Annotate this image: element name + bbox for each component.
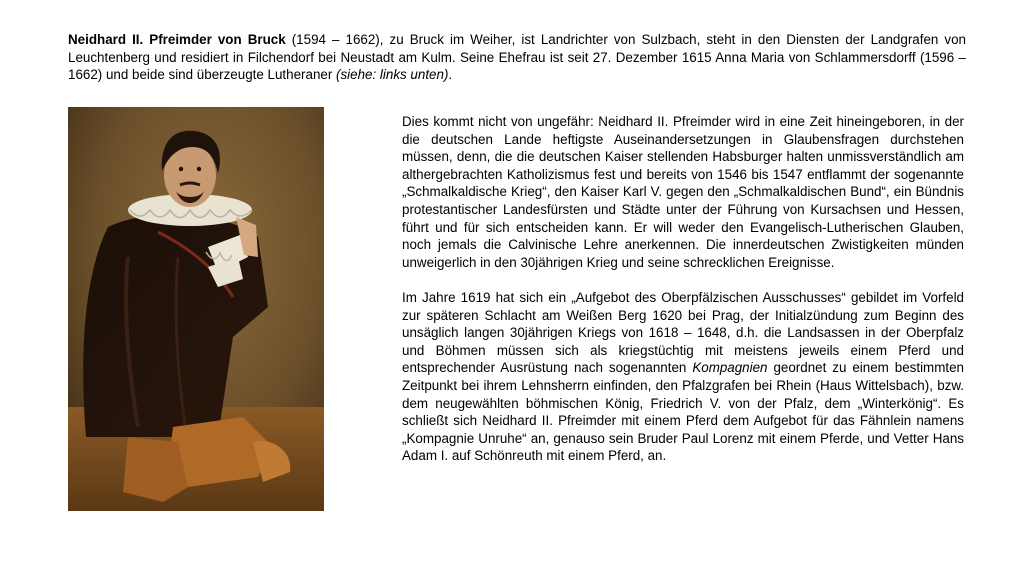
header-text: (1594 – 1662), zu Bruck im Weiher, ist Landrichter von Sulzbach, steht in den Diensten der Landgrafen von Leuchtenberg und residiert in Filchendorf bei Neustadt am Kulm. Seine Ehefrau ist seit 27. Dezember 1615 Anna Maria von Schlammersdorff (1596 – 1662) und beide sind überzeugte Lutheraner (68, 32, 966, 82)
header-paragraph (68, 31, 966, 84)
paragraph-two-part-2: geordnet zu einem bestimmten Zeitpunkt bei ihrem Lehnsherrn einfinden, den Pfalzgrafen bei Rhein (Haus Wittelsbach), bzw. dem neugewählten böhmischen König, Friedrich V. von der Pfalz, dem „Winterkönig“. Es schließt sich Neidhard II. Pfreimder mit einem Pferd dem Aufgebot für das Fähnlein namens „Kompagnie Unruhe“ an, genauso sein Bruder Paul Lorenz mit einem Pferde, und Vetter Hans Adam I. auf Schönreuth mit einem Pferd, an. (402, 360, 964, 464)
portrait-painting-icon (68, 107, 324, 511)
person-name: Neidhard II. Pfreimder von Bruck (68, 32, 286, 47)
main-text (402, 113, 964, 465)
paragraph-two-part-1: Im Jahre 1619 hat sich ein „Aufgebot des Oberpfälzischen Ausschusses“ gebildet im Vorfeld zur späteren Schlacht am Weißen Berg 1620 bei Prag, der Initialzündung zum Beginn des unsäglich langen 30jährigen Kriegs von 1618 – 1648, d.h. die Landsassen in der Oberpfalz und Böhmen müssen sich als kriegstüchtig mit meistens jeweils einem Pferd und entsprechender Ausrüstung nach sogenannten (402, 289, 964, 376)
header-end: . (448, 67, 453, 82)
paragraph-two-italic: Kompagnien (692, 360, 768, 376)
paragraph-two (402, 289, 964, 465)
header-note: (siehe: links unten) (336, 67, 449, 82)
portrait-image (68, 107, 324, 511)
paragraph-one: Dies kommt nicht von ungefähr: Neidhard II. Pfreimder wird in eine Zeit hineingeboren, in der die deutschen Lande heftigste Auseinandersetzungen in Glaubensfragen durchstehen müssen, denn, die die deutschen Kaiser stellenden Habsburger halten unmissverständlich am althergebrachten Katholizismus fest und bereits von 1546 bis 1547 entflammt der sogenannte „Schmalkaldische Krieg“, den Kaiser Karl V. gegen den „Schmalkaldischen Bund“, ein Bündnis protestantischer Landesfürsten und Städte unter der Führung von Kursachsen und Hessen, führt und für sich entscheiden kann. Er will weder den Evangelisch-Lutherischen Glauben, noch jemals die Calvinische Lehre anerkennen. Die innerdeutschen Zwistigkeiten münden unweigerlich in den 30jährigen Krieg und seine schrecklichen Ereignisse. (402, 114, 964, 270)
